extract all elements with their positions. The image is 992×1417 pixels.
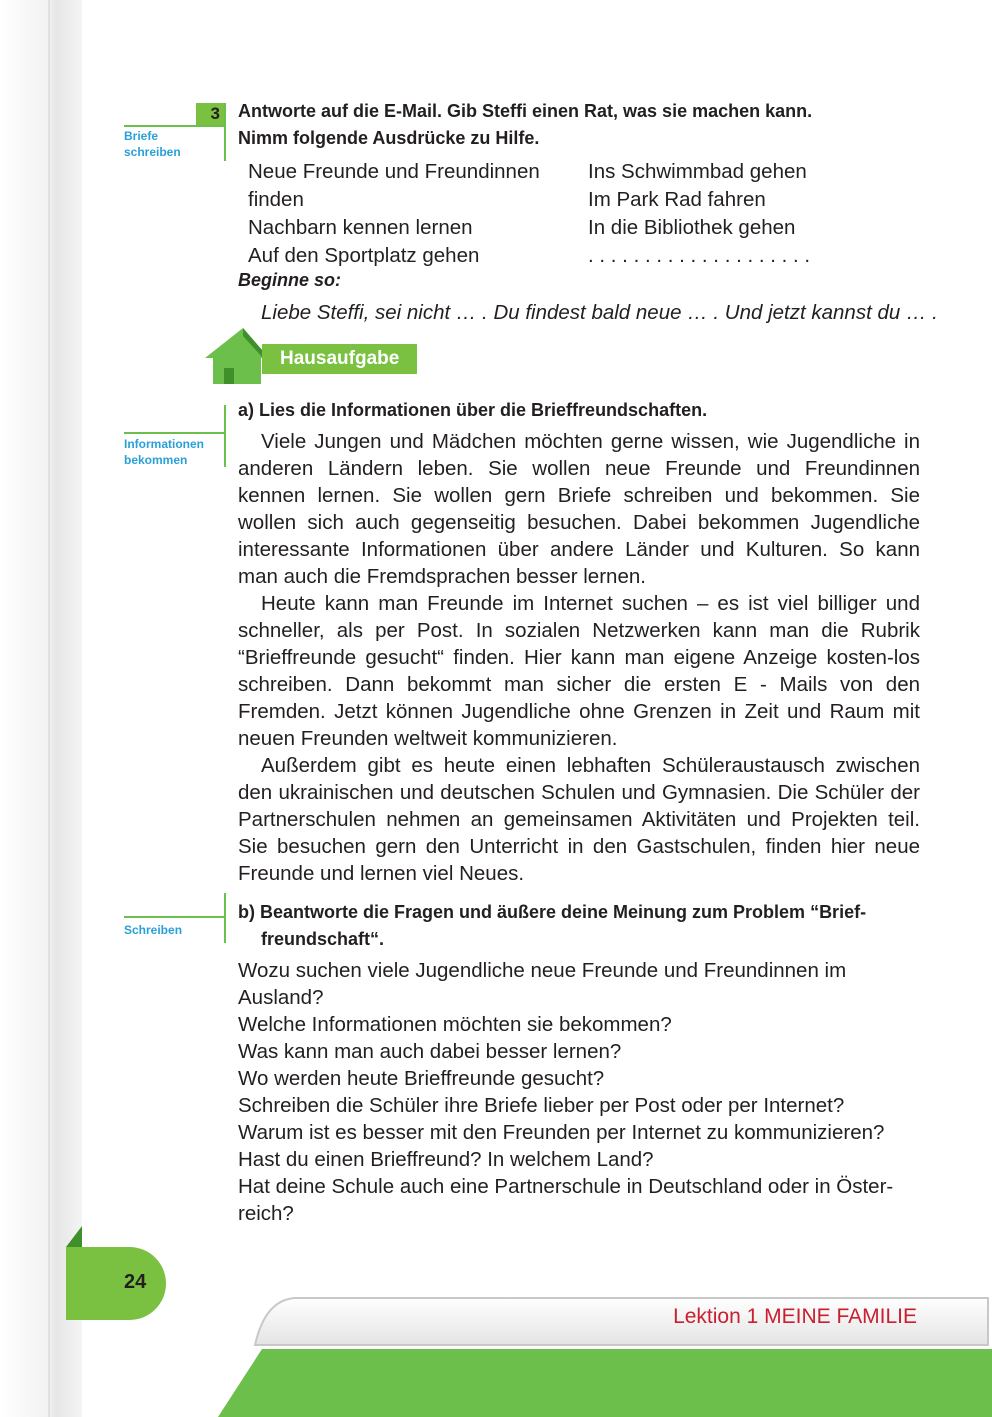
question: Wo werden heute Brieffreunde gesucht? [238, 1067, 605, 1090]
question: Wozu suchen viele Jugendliche neue Freunde und Freundinnen im Ausland? [238, 959, 847, 1009]
phrase-placeholder-dots: . . . . . . . . . . . . . . . . . . . . [588, 244, 811, 267]
phrase: Auf den Sportplatz gehen [248, 244, 480, 267]
question: Was kann man auch dabei besser lernen? [238, 1040, 622, 1063]
part-a-heading: a) Lies die Informationen über die Brieffreundschaften. [238, 400, 708, 420]
question: Hat deine Schule auch eine Partnerschule in Deutschland oder in Öster-reich? [238, 1175, 894, 1225]
exercise-number: 3 [196, 103, 224, 125]
question: Hast du einen Brieffreund? In welchem Land? [238, 1148, 654, 1171]
phrase: Nachbarn kennen lernen [248, 216, 473, 239]
phrase: Im Park Rad fahren [588, 188, 766, 211]
exercise3-instruction-line1: Antworte auf die E-Mail. Gib Steffi einen Rat, was sie machen kann. [238, 101, 813, 121]
phrase: Ins Schwimmbad gehen [588, 160, 807, 183]
begin-text: Liebe Steffi, sei nicht … . Du findest bald neue … . Und jetzt kannst du … . [261, 301, 938, 324]
homework-banner: Hausaufgabe [262, 344, 417, 374]
part-b-heading-line2: freundschaft“. [261, 929, 385, 949]
question: Welche Informationen möchten sie bekommen? [238, 1013, 672, 1036]
begin-label: Beginne so: [238, 270, 342, 290]
phrase: In die Bibliothek gehen [588, 216, 796, 239]
part-b-heading-line1: b) Beantworte die Fragen und äußere deine Meinung zum Problem “Brief- [238, 902, 867, 922]
paragraph: Außerdem gibt es heute einen lebhaften Schüleraustausch zwischen den ukrainischen und deutschen Schulen und Gymnasien. Die Schüler der Partnerschulen nehmen an gemeinsamen Aktivitäten und Projekten teil. Sie besuchen gern den Unterricht in den Gastschulen, finden hier neue Freunde und lernen viel Neues. [238, 754, 920, 885]
paragraph: Heute kann man Freunde im Internet suchen – es ist viel billiger und schneller, als per Post. In sozialen Netzwerken kann man die Rubrik “Brieffreunde gesucht“ finden. Hier kann man eigene Anzeige kosten-los schreiben. Dann bekommt man sicher die ersten E - Mails von den Fremden. Jetzt können Jugendliche ohne Grenzen in Zeit und Raum mit neuen Freunden weltweit kommunizieren. [238, 592, 920, 750]
phrase: finden [248, 188, 304, 211]
margin-label-schreiben: Schreiben [124, 923, 183, 937]
margin-label-informationen: Informationen bekommen [124, 437, 204, 467]
margin-label-briefe: Briefe schreiben [124, 129, 181, 159]
lesson-title: Lektion 1 MEINE FAMILIE [673, 1305, 917, 1328]
question: Schreiben die Schüler ihre Briefe lieber per Post oder per Internet? [238, 1094, 845, 1117]
exercise3-instruction-line2: Nimm folgende Ausdrücke zu Hilfe. [238, 128, 540, 148]
page-number: 24 [124, 1271, 147, 1293]
paragraph: Viele Jungen und Mädchen möchten gerne wissen, wie Jugendliche in anderen Ländern leben. Sie wollen neue Freunde und Freundinnen kennen lernen. Sie wollen gern Briefe schreiben und bekommen. Sie wollen sich auch gegenseitig besuchen. Dabei bekommen Jugendliche interessante Informationen über andere Länder und Kulturen. So kann man auch die Fremdsprachen besser lernen. [238, 430, 920, 588]
phrase: Neue Freunde und Freundinnen [248, 160, 540, 183]
question: Warum ist es besser mit den Freunden per Internet zu kommunizieren? [238, 1121, 885, 1144]
